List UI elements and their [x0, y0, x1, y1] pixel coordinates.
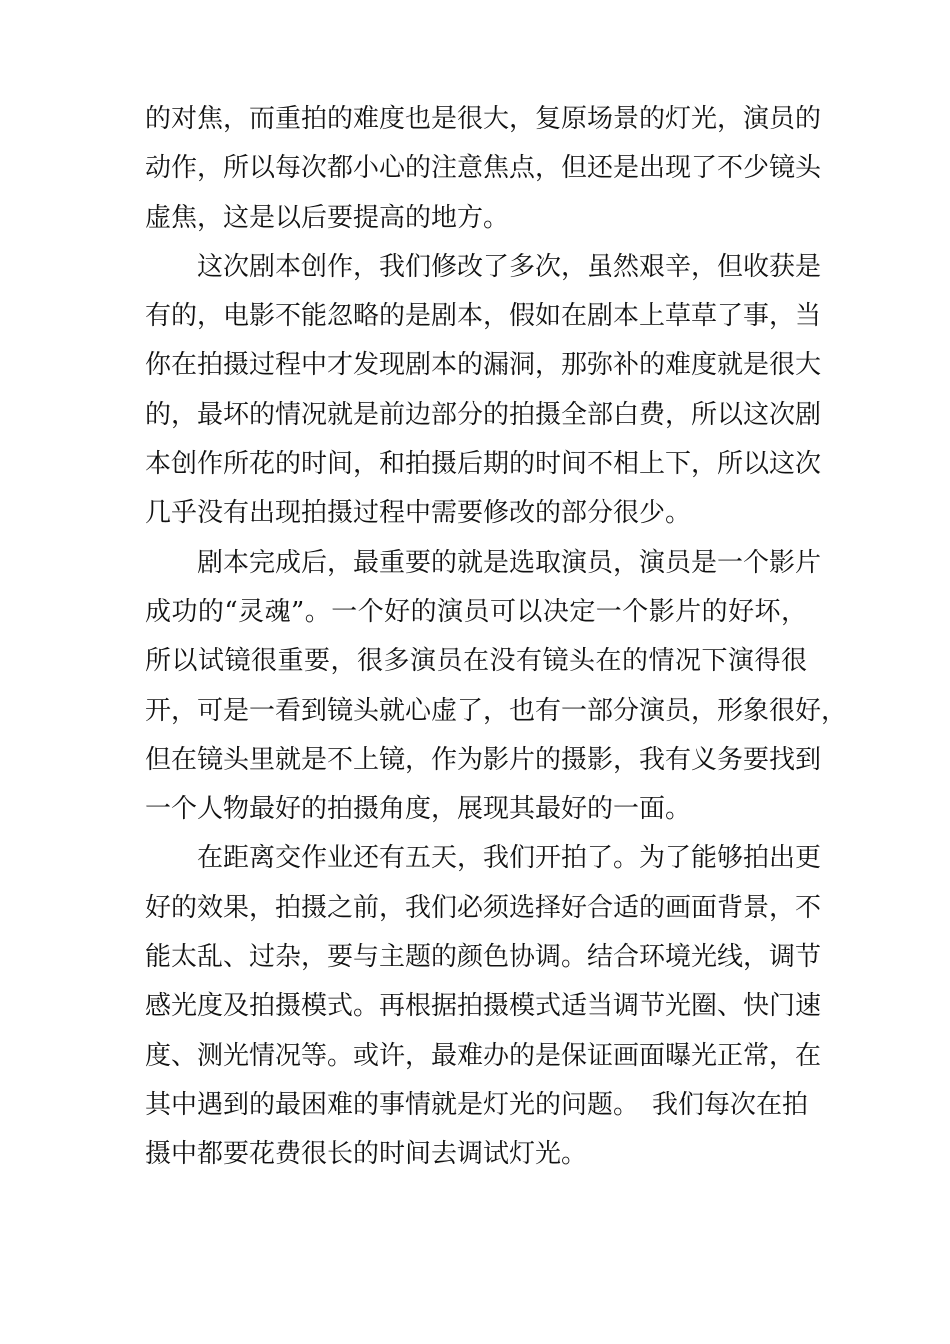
paragraph-line: 的，最坏的情况就是前边部分的拍摄全部白费，所以这次剧 — [145, 399, 822, 430]
paragraph-line: 你在拍摄过程中才发现剧本的漏洞，那弥补的难度就是很大 — [145, 350, 822, 381]
paragraph-line: 其中遇到的最困难的事情就是灯光的问题。 我们每次在拍 — [145, 1089, 809, 1120]
paragraph-line: 几乎没有出现拍摄过程中需要修改的部分很少。 — [145, 498, 692, 529]
paragraph-line: 所以试镜很重要，很多演员在没有镜头在的情况下演得很 — [145, 646, 807, 677]
paragraph-line: 有的，电影不能忽略的是剧本，假如在剧本上草草了事，当 — [145, 301, 822, 332]
paragraph-line: 一个人物最好的拍摄角度，展现其最好的一面。 — [145, 794, 692, 825]
paragraph-line: 好的效果，拍摄之前，我们必须选择好合适的画面背景，不 — [145, 892, 822, 923]
paragraph-line: 虚焦，这是以后要提高的地方。 — [145, 202, 510, 233]
paragraph-line: 剧本完成后，最重要的就是选取演员，演员是一个影片 — [197, 547, 822, 578]
paragraph-line: 摄中都要花费很长的时间去调试灯光。 — [145, 1139, 588, 1170]
paragraph-line: 动作，所以每次都小心的注意焦点，但还是出现了不少镜头 — [145, 153, 822, 184]
paragraph-line: 的对焦，而重拍的难度也是很大，复原场景的灯光，演员的 — [145, 104, 822, 134]
paragraph-line: 度、测光情况等。或许，最难办的是保证画面曝光正常，在 — [145, 1040, 822, 1071]
paragraph-1 — [145, 95, 822, 243]
paragraph-line: 开，可是一看到镜头就心虚了，也有一部分演员，形象很好， — [145, 695, 848, 726]
body-text — [145, 95, 848, 1180]
paragraph-3 — [145, 539, 848, 835]
paragraph-line: 感光度及拍摄模式。再根据拍摄模式适当调节光圈、快门速 — [145, 991, 822, 1022]
paragraph-line: 本创作所花的时间，和拍摄后期的时间不相上下，所以这次 — [145, 449, 822, 480]
paragraph-2 — [145, 243, 822, 539]
paragraph-line: 能太乱、过杂，要与主题的颜色协调。结合环境光线，调节 — [145, 942, 822, 973]
paragraph-line: 这次剧本创作，我们修改了多次，虽然艰辛，但收获是 — [197, 251, 822, 282]
paragraph-line: 但在镜头里就是不上镜，作为影片的摄影，我有义务要找到 — [145, 744, 822, 775]
paragraph-line: 成功的“灵魂”。一个好的演员可以决定一个影片的好坏， — [145, 596, 807, 627]
paragraph-4 — [145, 834, 822, 1179]
paragraph-line: 在距离交作业还有五天，我们开拍了。为了能够拍出更 — [197, 843, 822, 874]
